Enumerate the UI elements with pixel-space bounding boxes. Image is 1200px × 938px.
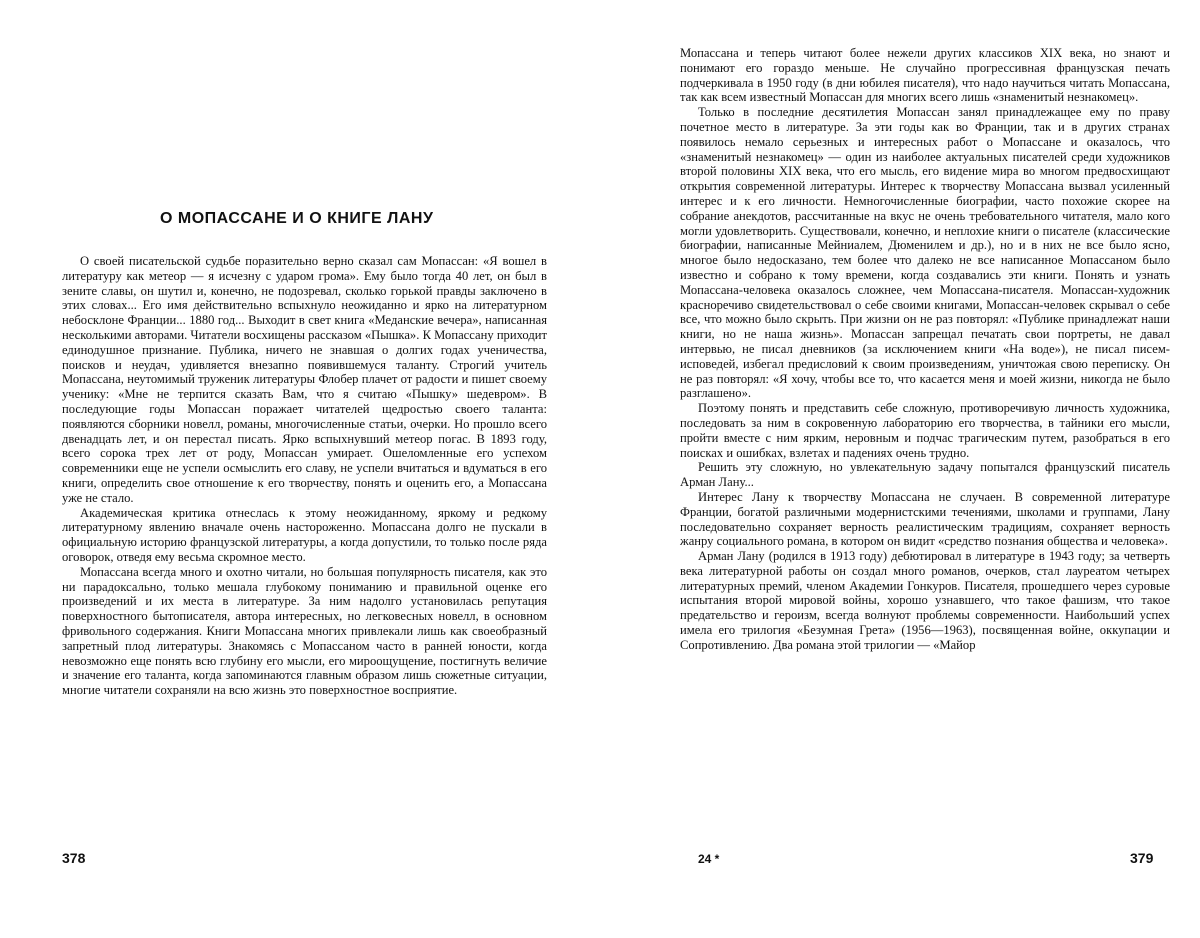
- page-number-right: 379: [1130, 850, 1153, 866]
- paragraph: Только в последние десятилетия Мопассан занял принадлежащее ему по праву почетное место в литературе. За эти годы как во Франции, так и в других странах появилось немало серьезных и интересных работ о Мопассане и оказалось, что «знаменитый незнакомец» — один из наиболее актуальных писателей среди художников второй половины XIX века, что его мысль, его видение мира во многом предвосхищают открытия современной литературы. Интерес к творчеству Мопассана вызвал усиленный интерес и к его личности. Немногочисленные биографии, часто похожие скорее на собрание анекдотов, рассчитанные на вкус не очень требовательного читателя, мало кого могли удовлетворить. Существовали, конечно, и неплохие книги о писателе (классические биографии, написанные Мейниалем, Дюменилем и др.), но и в них не все было ясно, многое было недосказано, тем более что далеко не все написанное Мопассаном было известно и собрано к тому времени, когда создавались эти книги. Понять и узнать Мопассана-человека оказалось сложнее, чем Мопассана-писателя. Мопассан-художник красноречиво свидетельствовал о себе своими книгами, Мопассан-человек скрывал о себе все, что можно было скрыть. При жизни он не раз повторял: «Публике принадлежат наши книги, но не наша жизнь». Мопассан запрещал печатать свои портреты, не давал интервью, не писал дневников (за исключением книги «На воде»), не писал писем-исповедей, избегал предисловий к своим произведениям, уничтожая свою переписку. Он не раз повторял: «Я хочу, чтобы все то, что касается меня и моей жизни, никогда не было разглашено».: [680, 105, 1170, 401]
- paragraph: Мопассана и теперь читают более нежели других классиков XIX века, но знают и понимают его гораздо меньше. Не случайно прогрессивная французская печать подчеркивала в 1950 году (в дни юбилея писателя), что надо научиться читать Мопассана, так как всем известный Мопассан для многих всего лишь «знаменитый незнакомец».: [680, 46, 1170, 105]
- paragraph: Поэтому понять и представить себе сложную, противоречивую личность художника, последовать за ним в сокровенную лабораторию его творчества, в тайники его мысли, пройти вместе с ним ярким, неровным и подчас трагическим путем, разобраться в его поисках и ошибках, взлетах и падениях очень трудно.: [680, 401, 1170, 460]
- chapter-title: О МОПАССАНЕ И О КНИГЕ ЛАНУ: [160, 210, 433, 228]
- right-page-body: [680, 46, 1170, 653]
- paragraph: Интерес Лану к творчеству Мопассана не случаен. В современной литературе Франции, богатой различными модернистскими течениями, школами и группами, Лану последовательно сохраняет верность реалистическим традициям, сохраняет верность жанру социального романа, в котором он видит «средство познания общества и человека».: [680, 490, 1170, 549]
- paragraph: Мопассана всегда много и охотно читали, но большая популярность писателя, как это ни парадоксально, только мешала глубокому пониманию и правильной оценке его произведений и их места в литературе. За ним надолго установилась репутация поверхностного бытописателя, автора интересных, но легковесных новелл, в основном фривольного содержания. Книги Мопассана многих привлекали лишь как своеобразный запретный плод литературы. Знакомясь с Мопассаном часто в ранней юности, когда невозможно еще понять всю глубину его мысли, его мироощущение, постигнуть величие и значение его таланта, когда запоминаются главным образом лишь сюжетные ситуации, многие читатели сохраняли на всю жизнь это поверхностное восприятие.: [62, 565, 547, 698]
- right-page: [680, 0, 1170, 938]
- paragraph: Арман Лану (родился в 1913 году) дебютировал в литературе в 1943 году; за четверть века литературной работы он создал много романов, очерков, стал лауреатом четырех литературных премий, членом Академии Гонкуров. Писателя, прошедшего через суровые испытания второй мировой войны, хорошо узнавшего, что такое фашизм, что такое предательство и героизм, всегда волнуют проблемы современности. Наибольший успех имела его трилогия «Безумная Грета» (1956—1963), посвященная войне, оккупации и Сопротивлению. Два романа этой трилогии — «Майор: [680, 549, 1170, 653]
- page-number-left: 378: [62, 850, 85, 866]
- paragraph: О своей писательской судьбе поразительно верно сказал сам Мопассан: «Я вошел в литературу как метеор — я исчезну с ударом грома». Ему было тогда 40 лет, он был в зените славы, он шутил и, конечно, не подозревал, сколько горькой правды заключено в этих словах... Его имя действительно вспыхнуло неожиданно и ярко на литературном небосклоне Франции... 1880 год... Выходит в свет книга «Меданские вечера», написанная несколькими авторами. Читатели восхищены рассказом «Пышка». К Мопассану приходит единодушное признание. Публика, ничего не знавшая о долгих годах ученичества, поисков и неудач, удивляется внезапно появившемуся таланту. Строгий учитель Мопассана, неутомимый труженик литературы Флобер плачет от радости и пишет своему ученику: «Мне не терпится сказать Вам, что я считаю «Пышку» шедевром». В последующие годы Мопассан поражает читателей щедростью своего таланта: появляются сборники новелл, романы, многочисленные статьи, очерки. Но прошло всего двенадцать лет, и он перестал писать. Ярко вспыхнувший метеор погас. В 1893 году, всего сорока трех лет от роду, Мопассан умирает. Ошеломленные его успехом современники еще не успели осмыслить его славу, не успели вчитаться и вдуматься в его книги, определить свое отношение к его творчеству, понять и оценить его, а Мопассана уже не стало.: [62, 254, 547, 506]
- paragraph: Решить эту сложную, но увлекательную задачу попытался французский писатель Арман Лану...: [680, 460, 1170, 490]
- signature-mark: 24 *: [698, 852, 719, 866]
- paragraph: Академическая критика отнеслась к этому неожиданному, яркому и редкому литературному явлению вначале очень настороженно. Мопассана долго не пускали в официальную историю французской литературы, а когда допустили, то только после ряда оговорок, отведя ему весьма скромное место.: [62, 506, 547, 565]
- left-page: [62, 0, 547, 938]
- left-page-body: [62, 254, 547, 698]
- book-spread: [0, 0, 1200, 938]
